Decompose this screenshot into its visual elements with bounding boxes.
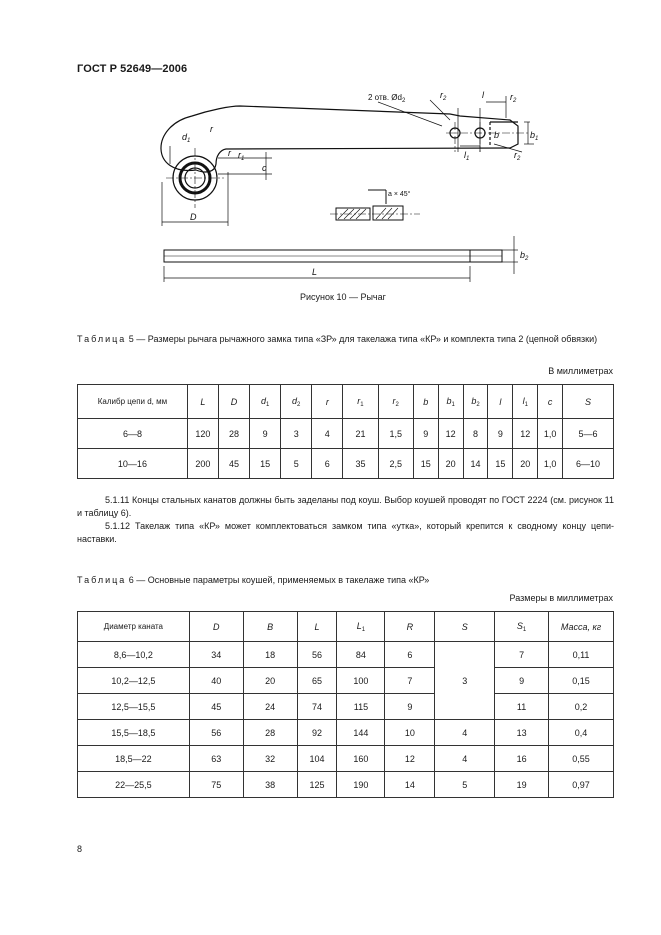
table-cell: 10—16: [78, 449, 188, 479]
label-r2a-sub: 2: [443, 96, 447, 102]
table5-header-cell: [250, 385, 281, 419]
table-cell: 4: [312, 419, 343, 449]
label-r2c-sub: 2: [517, 156, 521, 162]
header-label: r: [325, 396, 329, 407]
table-cell: 4: [435, 720, 495, 746]
table-cell: 84: [337, 642, 385, 668]
header-label: L: [356, 620, 362, 631]
table-cell: 15: [250, 449, 281, 479]
table5-caption-text: 5 — Размеры рычага рычажного замка типа «ЗР» для такелажа типа «КР» и комплекта типа 2 (цепной обвязки): [126, 334, 598, 344]
table-cell: 7: [495, 642, 549, 668]
table-row: [78, 720, 614, 746]
table5-caption: [77, 333, 617, 346]
header-label: D: [230, 396, 238, 407]
chamfer-note: a × 45°: [388, 191, 411, 198]
table-cell: 104: [297, 746, 337, 772]
table-cell: 0,11: [549, 642, 614, 668]
table6-units: Размеры в миллиметрах: [509, 593, 613, 603]
figure-caption: Рисунок 10 — Рычаг: [300, 292, 386, 302]
table-cell: 6—8: [78, 419, 188, 449]
svg-text:r2: [510, 92, 517, 104]
label-l1: l: [464, 150, 466, 160]
table5-header-cell: [413, 385, 438, 419]
table-cell: 0,55: [549, 746, 614, 772]
table-cell: 19: [495, 772, 549, 798]
table6: [77, 611, 614, 798]
table-cell: 5: [281, 449, 312, 479]
table6-header-cell: [243, 612, 297, 642]
table-cell: 1,5: [378, 419, 413, 449]
table-cell: 63: [189, 746, 243, 772]
lever-drawing: [130, 86, 550, 286]
table-cell: 35: [343, 449, 378, 479]
table-cell: 8: [463, 419, 488, 449]
table5-header-cell: [563, 385, 614, 419]
table-cell: 12,5—15,5: [78, 694, 190, 720]
table-cell: 8,6—10,2: [78, 642, 190, 668]
table-cell: 4: [435, 746, 495, 772]
table-cell: 13: [495, 720, 549, 746]
table-row: [78, 668, 614, 694]
svg-text:b1: [530, 130, 538, 142]
table-cell: 125: [297, 772, 337, 798]
table6-caption-word: Таблица: [77, 575, 127, 585]
table5-header-cell: [312, 385, 343, 419]
table5-header-cell: [463, 385, 488, 419]
header-subscript: 2: [395, 401, 399, 408]
table-cell: 0,2: [549, 694, 614, 720]
table-cell: 12: [438, 419, 463, 449]
table5-header-cell: [218, 385, 249, 419]
table-cell: 20: [438, 449, 463, 479]
label-r2b-sub: 2: [513, 98, 517, 104]
header-label: S: [461, 621, 468, 632]
label-r-top: r: [210, 124, 213, 134]
table6-caption-text: 6 — Основные параметры коушей, применяемых в такелаже типа «КР»: [126, 575, 430, 585]
label-b2: b: [520, 250, 526, 260]
table-cell: 0,15: [549, 668, 614, 694]
header-label: b: [423, 396, 429, 407]
header-label: R: [406, 621, 414, 632]
table-cell: 45: [189, 694, 243, 720]
table-cell: 1,0: [538, 449, 563, 479]
table5: [77, 384, 614, 479]
table-cell: 28: [243, 720, 297, 746]
svg-text:r2: [440, 90, 447, 102]
table5-header-cell: [78, 385, 188, 419]
table-cell: 24: [243, 694, 297, 720]
table-cell: 6—10: [563, 449, 614, 479]
table6-header-cell: [337, 612, 385, 642]
holes-note: 2 отв. Ød: [368, 93, 402, 102]
table-cell: 2,5: [378, 449, 413, 479]
label-b: b: [494, 130, 500, 140]
table-cell: 12: [513, 419, 538, 449]
table-cell: 20: [243, 668, 297, 694]
table-cell: 190: [337, 772, 385, 798]
table-cell: 9: [495, 668, 549, 694]
svg-text:r2: [514, 150, 521, 162]
page-number: 8: [77, 844, 83, 854]
svg-text:l1: [464, 150, 469, 162]
label-l: l: [482, 90, 484, 100]
table-cell: 5: [435, 772, 495, 798]
label-l1-sub: 1: [466, 156, 470, 162]
table-cell: 3: [435, 642, 495, 720]
table5-header-cell: [513, 385, 538, 419]
table6-header-cell: [385, 612, 435, 642]
table5-header-row: [78, 385, 614, 419]
table-row: [78, 772, 614, 798]
table-row: [78, 419, 614, 449]
header-subscript: 1: [524, 401, 528, 408]
table-cell: 65: [297, 668, 337, 694]
table-cell: 45: [218, 449, 249, 479]
table-cell: 9: [250, 419, 281, 449]
table6-header-row: [78, 612, 614, 642]
table5-header-cell: [438, 385, 463, 419]
label-c: c: [262, 163, 267, 173]
table-row: [78, 449, 614, 479]
table-cell: 11: [495, 694, 549, 720]
table6-caption: [77, 574, 617, 587]
table-cell: 12: [385, 746, 435, 772]
table5-header-cell: [378, 385, 413, 419]
header-label: d: [292, 395, 298, 406]
header-label: S: [585, 396, 592, 407]
table-cell: 18: [243, 642, 297, 668]
table-cell: 14: [385, 772, 435, 798]
header-label: S: [516, 620, 523, 631]
header-subscript: 1: [522, 626, 527, 633]
header-label: Масса, кг: [560, 621, 602, 632]
header-label: b: [446, 395, 452, 406]
table-cell: 20: [513, 449, 538, 479]
table-cell: 3: [281, 419, 312, 449]
table-row: [78, 694, 614, 720]
table6-header-cell: [549, 612, 614, 642]
table-cell: 1,0: [538, 419, 563, 449]
table-cell: 92: [297, 720, 337, 746]
table-cell: 0,97: [549, 772, 614, 798]
header-label: L: [314, 621, 320, 632]
table-row: [78, 746, 614, 772]
table6-header-cell: [78, 612, 190, 642]
table-cell: 18,5—22: [78, 746, 190, 772]
table-cell: 7: [385, 668, 435, 694]
table-cell: 75: [189, 772, 243, 798]
label-r1: r: [238, 150, 241, 160]
table-cell: 100: [337, 668, 385, 694]
table-cell: 144: [337, 720, 385, 746]
table-cell: 15,5—18,5: [78, 720, 190, 746]
table-cell: 40: [189, 668, 243, 694]
table5-header-cell: [281, 385, 312, 419]
document-header: ГОСТ Р 52649—2006: [77, 63, 188, 75]
label-r2a: r: [440, 90, 443, 100]
header-subscript: 2: [476, 401, 480, 408]
table-cell: 56: [297, 642, 337, 668]
table-cell: 5—6: [563, 419, 614, 449]
table-cell: 74: [297, 694, 337, 720]
paragraph-5-1-11: 5.1.11 Концы стальных канатов должны быть заделаны под коуш. Выбор коушей проводят по ГОСТ 2224 (см. рисунок 11 и таблицу 6).: [77, 495, 614, 518]
header-label: l: [522, 395, 525, 406]
header-label: L: [200, 396, 206, 407]
table-cell: 16: [495, 746, 549, 772]
header-label: B: [267, 621, 274, 632]
header-subscript: 1: [360, 401, 364, 408]
table-row: [78, 642, 614, 668]
header-label: r: [392, 395, 396, 406]
paragraph-5-1-12: 5.1.12 Такелаж типа «КР» может комплектоваться замком типа «утка», который крепится к сводному концу цепи-наставки.: [77, 521, 614, 544]
header-subscript: 1: [265, 401, 270, 408]
table-cell: 15: [488, 449, 513, 479]
header-label: b: [471, 395, 477, 406]
header-label: D: [212, 621, 220, 632]
table-cell: 32: [243, 746, 297, 772]
table6-header-cell: [189, 612, 243, 642]
header-label: l: [499, 396, 502, 407]
label-d1: d: [182, 132, 188, 142]
header-label: Калибр цепи d, мм: [97, 397, 168, 406]
table-cell: 9: [385, 694, 435, 720]
table-cell: 22—25,5: [78, 772, 190, 798]
table-cell: 10: [385, 720, 435, 746]
table6-header-cell: [297, 612, 337, 642]
header-subscript: 1: [361, 626, 366, 633]
table5-header-cell: [343, 385, 378, 419]
table-cell: 21: [343, 419, 378, 449]
table-cell: 10,2—12,5: [78, 668, 190, 694]
table6-header-cell: [435, 612, 495, 642]
table-cell: 160: [337, 746, 385, 772]
table-cell: 6: [385, 642, 435, 668]
table-cell: 34: [189, 642, 243, 668]
table-cell: 9: [413, 419, 438, 449]
label-b1: b: [530, 130, 536, 140]
header-label: c: [547, 396, 553, 407]
table-cell: 115: [337, 694, 385, 720]
label-r2c: r: [514, 150, 517, 160]
table5-header-cell: [488, 385, 513, 419]
table-cell: 0,4: [549, 720, 614, 746]
label-r2b: r: [510, 92, 513, 102]
label-b1-sub: 1: [535, 136, 539, 142]
svg-text:2 отв. Ød2: [368, 93, 406, 104]
svg-text:r1: [238, 150, 244, 162]
header-label: Диаметр каната: [103, 622, 163, 631]
table5-header-cell: [187, 385, 218, 419]
header-label: d: [260, 395, 266, 406]
table5-caption-word: Таблица: [77, 334, 127, 344]
table6-header-cell: [495, 612, 549, 642]
svg-text:d1: [182, 132, 190, 144]
table5-header-cell: [538, 385, 563, 419]
label-r: r: [228, 148, 231, 158]
table-cell: 120: [187, 419, 218, 449]
label-D: D: [190, 212, 197, 222]
header-subscript: 1: [451, 401, 455, 408]
table-cell: 15: [413, 449, 438, 479]
label-r1-sub: 1: [241, 156, 245, 162]
table-cell: 38: [243, 772, 297, 798]
table-cell: 14: [463, 449, 488, 479]
table-cell: 6: [312, 449, 343, 479]
header-label: r: [357, 395, 361, 406]
label-b2-sub: 2: [525, 256, 529, 262]
table5-units: В миллиметрах: [548, 366, 613, 376]
holes-note-sub: 2: [401, 98, 406, 104]
header-subscript: 2: [297, 401, 301, 408]
table-cell: 200: [187, 449, 218, 479]
table-cell: 9: [488, 419, 513, 449]
label-d1-sub: 1: [187, 138, 191, 144]
table-cell: 56: [189, 720, 243, 746]
label-L: L: [312, 267, 318, 277]
table-cell: 28: [218, 419, 249, 449]
svg-text:b2: [520, 250, 529, 262]
